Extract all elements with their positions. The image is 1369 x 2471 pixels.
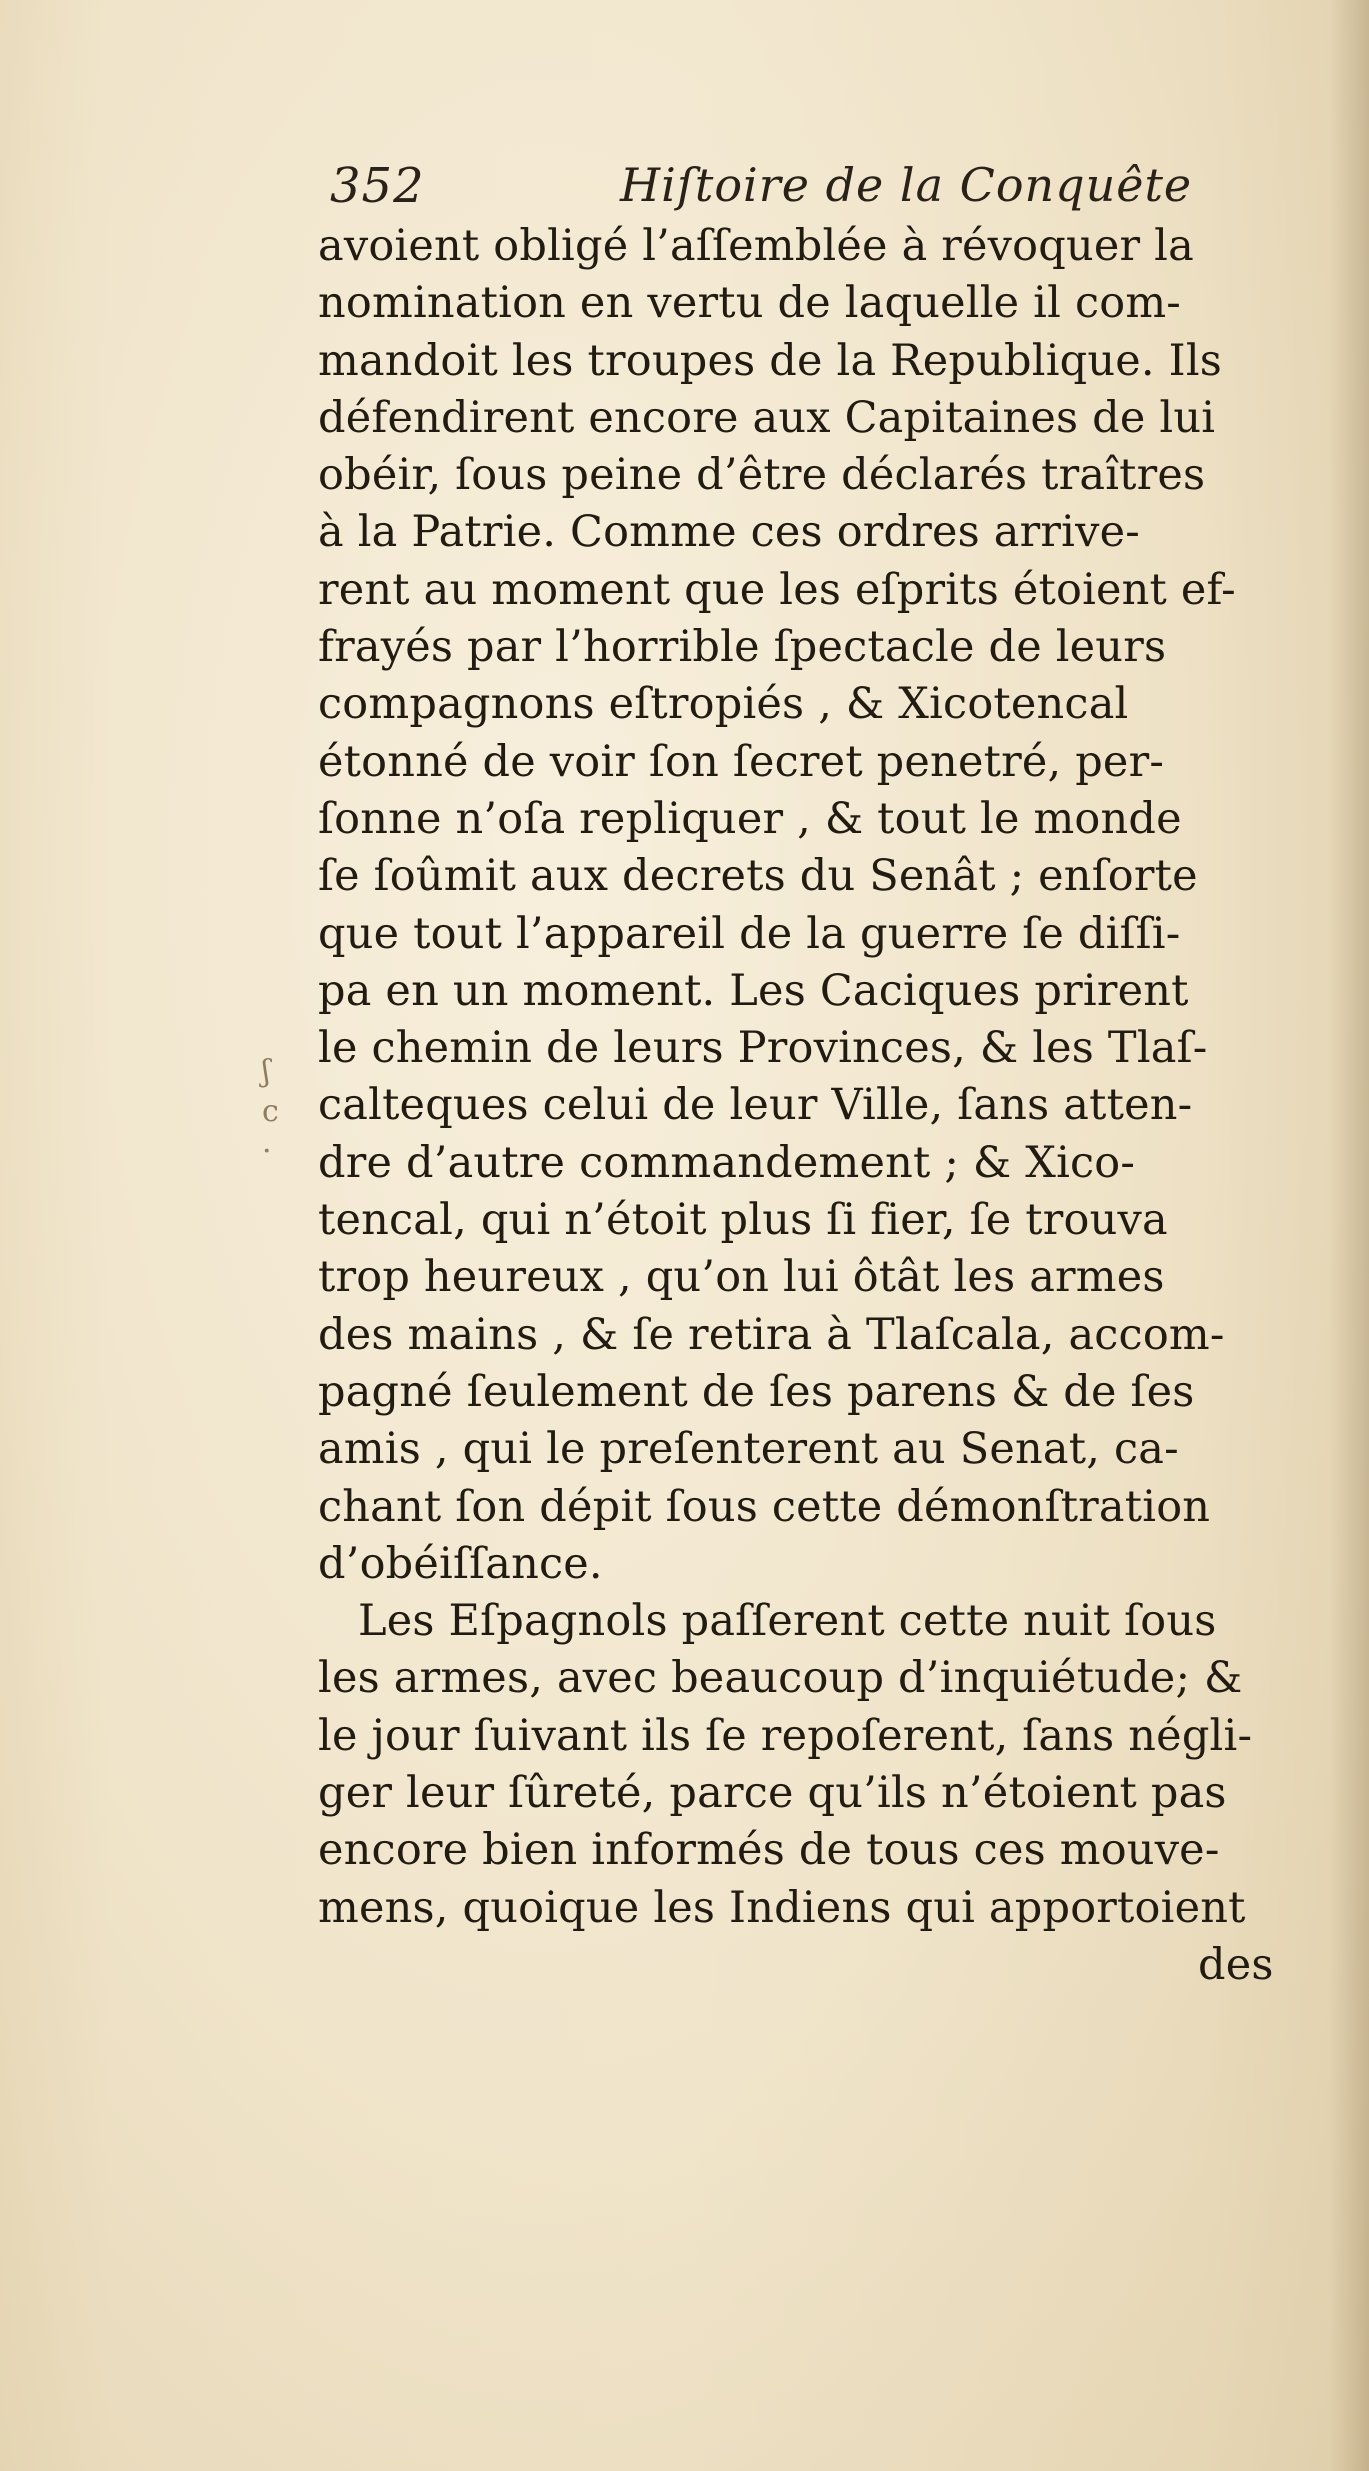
text-line: mens, quoique les Indiens qui apportoient [318, 1882, 1246, 1933]
body-text [318, 218, 1278, 1994]
catchword: des [1198, 1939, 1274, 1990]
text-line: mandoit les troupes de la Republique. Ils [318, 335, 1223, 386]
text-line: ſe ſoûmit aux decrets du Senât ; enſorte [318, 851, 1198, 902]
text-line: ſonne n’oſa repliquer , & tout le monde [318, 793, 1182, 844]
page-edge-shadow [1329, 0, 1369, 2471]
text-line: chant ſon dépit ſous cette démonſtration [318, 1481, 1211, 1532]
text-line: frayés par l’horrible ſpectacle de leurs [318, 622, 1167, 673]
text-line: le jour ſuivant ils ſe repoſerent, ſans négli- [318, 1710, 1253, 1761]
text-line: les armes, avec beaucoup d’inquiétude; & [318, 1653, 1243, 1704]
text-line: pa en un moment. Les Caciques prirent [318, 965, 1189, 1016]
text-line: à la Patrie. Comme ces ordres arrive- [318, 507, 1140, 558]
margin-mark: c [262, 1094, 279, 1129]
text-line: ger leur ſûreté, parce qu’ils n’étoient pas [318, 1768, 1227, 1819]
margin-mark: · [262, 1134, 272, 1169]
text-line: des mains , & ſe retira à Tlaſcala, accom- [318, 1309, 1225, 1360]
text-line: d’obéiſſance. [318, 1538, 603, 1589]
text-line: étonné de voir ſon ſecret penetré, per- [318, 736, 1165, 787]
text-line: trop heureux , qu’on lui ôtât les armes [318, 1252, 1165, 1303]
text-line: rent au moment que les eſprits étoient ef- [318, 564, 1236, 615]
text-line: compagnons eſtropiés , & Xicotencal [318, 679, 1129, 730]
page-number: 352 [330, 158, 425, 214]
text-line: le chemin de leurs Provinces, & les Tlaſ- [318, 1023, 1208, 1074]
text-line: pagné ſeulement de ſes parens & de ſes [318, 1366, 1195, 1417]
text-line: tencal, qui n’étoit plus ſi fier, ſe trouva [318, 1195, 1168, 1246]
text-line: nomination en vertu de laquelle il com- [318, 278, 1182, 329]
text-line: que tout l’appareil de la guerre ſe diſſi- [318, 908, 1181, 959]
text-line: avoient obligé l’aſſemblée à révoquer la [318, 221, 1194, 271]
paragraph-start-line: Les Eſpagnols paſſerent cette nuit ſous [358, 1596, 1217, 1647]
margin-mark: ʃ [262, 1054, 271, 1089]
running-head: Hiſtoire de la Conquête [620, 158, 1193, 212]
text-line: encore bien informés de tous ces mouve- [318, 1825, 1220, 1876]
page-header [330, 158, 1250, 218]
text-line: obéir, ſous peine d’être déclarés traîtres [318, 450, 1206, 501]
text-line: dre d’autre commandement ; & Xico- [318, 1137, 1136, 1188]
text-line: défendirent encore aux Capitaines de lui [318, 392, 1216, 443]
text-line: amis , qui le preſenterent au Senat, ca- [318, 1424, 1179, 1475]
text-line: calteques celui de leur Ville, ſans atten- [318, 1080, 1193, 1131]
margin-annotation-marks [262, 1052, 302, 1172]
